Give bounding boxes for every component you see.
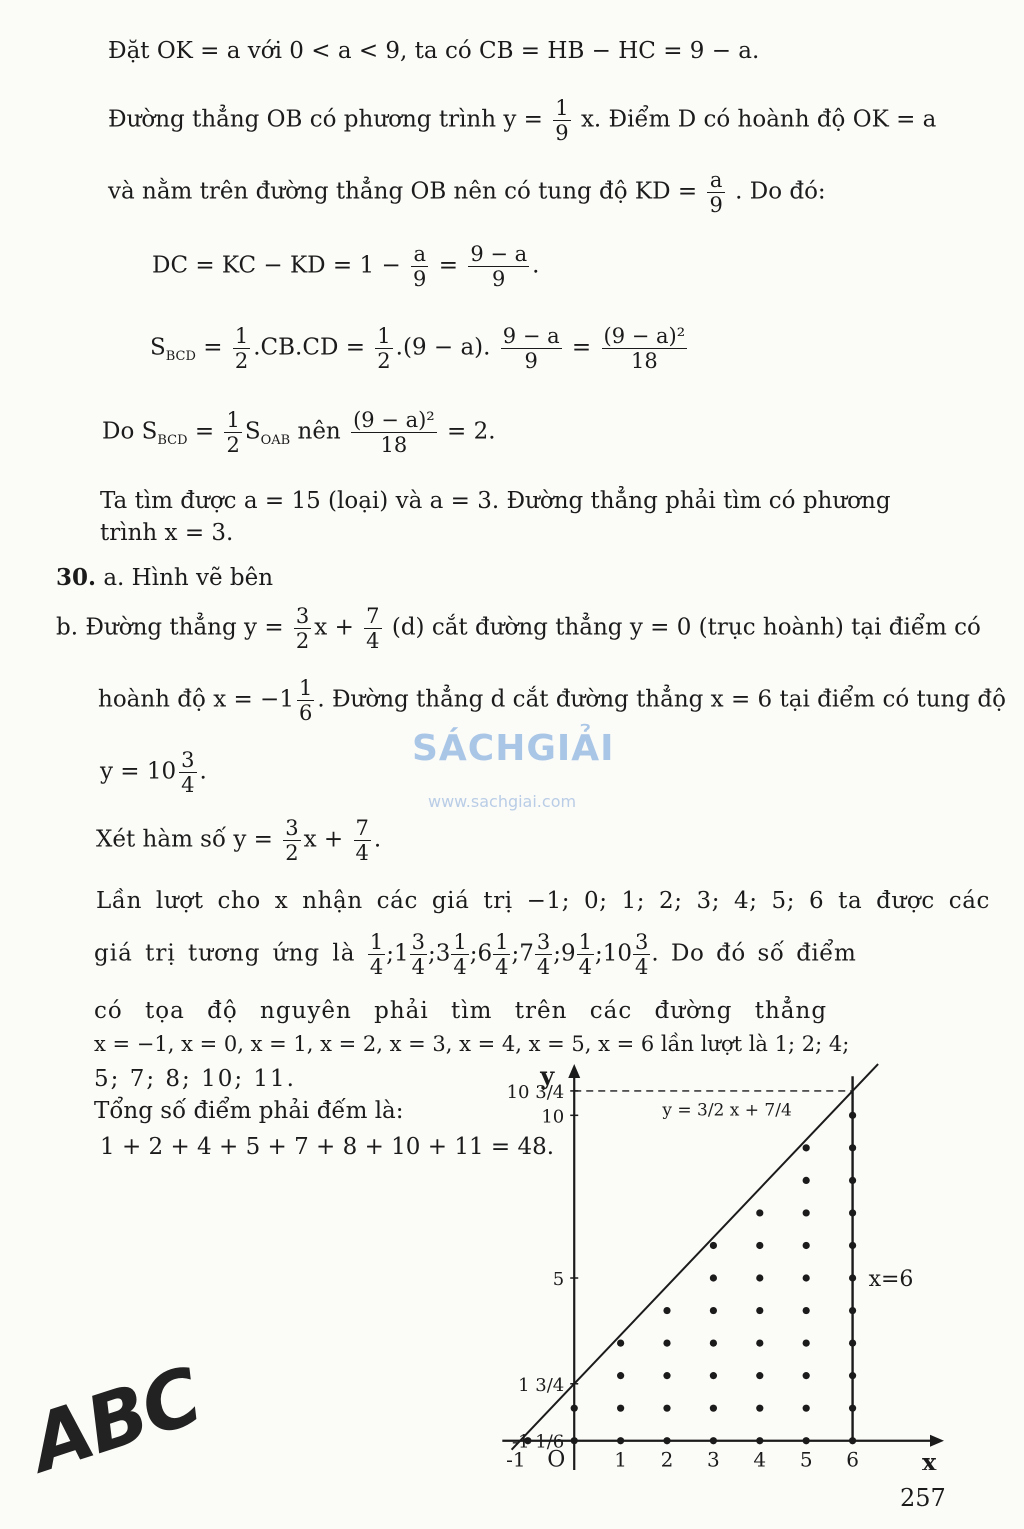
grid-point bbox=[849, 1242, 856, 1249]
fraction-a-ninth: $\frac{a}{9}$ bbox=[709, 168, 723, 218]
line-6-eq: = bbox=[194, 418, 215, 445]
line-4-text-a: DC = KC − KD = 1 − bbox=[152, 252, 401, 279]
line-7: Ta tìm được a = 15 (loại) và a = 3. Đường thẳng phải tìm có phương bbox=[100, 488, 891, 514]
origin-label: O bbox=[547, 1447, 566, 1470]
value-item: 9 $\frac{1}{4}$ bbox=[561, 930, 593, 980]
line-2-text-b: x. Điểm D có hoành độ OK = a bbox=[580, 106, 937, 133]
line-2-text-a: Đường thẳng OB có phương trình y = bbox=[108, 106, 543, 133]
fraction-sq-over-18-2: $\frac{\text{(9 − a)²}}{18}$ bbox=[353, 408, 435, 458]
y-axis-label: y bbox=[540, 1061, 555, 1090]
line-6-sub-1: BCD bbox=[157, 433, 188, 449]
y-tick-label: 10 3/4 bbox=[506, 1081, 565, 1103]
value-item: 7 $\frac{3}{4}$ bbox=[519, 930, 551, 980]
line-5 bbox=[150, 324, 690, 373]
part-b-text-c: (d) cắt đường thẳng y = 0 (trục hoành) tại điểm có bbox=[391, 614, 981, 641]
line-3-text-a: và nằm trên đường thẳng OB nên có tung độ KD = bbox=[108, 178, 698, 205]
grid-point bbox=[756, 1339, 763, 1346]
line-d bbox=[512, 1064, 878, 1450]
grid-point bbox=[710, 1437, 717, 1444]
watermark-brand: SÁCHGIẢI bbox=[412, 728, 615, 769]
value-item: 3 $\frac{1}{4}$ bbox=[435, 930, 467, 980]
grid-point bbox=[849, 1177, 856, 1184]
line-columns: x = −1, x = 0, x = 1, x = 2, x = 3, x = 4, x = 5, x = 6 lần lượt là 1; 2; 4; bbox=[94, 1032, 850, 1056]
fraction-one-ninth: $\frac{1}{9}$ bbox=[555, 96, 569, 146]
grid-point bbox=[756, 1405, 763, 1412]
fraction-9-minus-a-over-9-2: $\frac{9 - a}{9}$ bbox=[502, 324, 560, 374]
y-axis-arrow bbox=[568, 1064, 580, 1078]
part-b-text-g: . bbox=[199, 758, 207, 785]
part-b-text-b: x + bbox=[314, 614, 354, 641]
line-function bbox=[96, 816, 381, 865]
grid-point bbox=[849, 1307, 856, 1314]
grid-point bbox=[803, 1177, 810, 1184]
grid-point bbox=[756, 1242, 763, 1249]
x-axis-label: x bbox=[922, 1447, 937, 1470]
line-5-text-d: .(9 − a). bbox=[395, 334, 491, 361]
value-item: $\frac{1}{4}$ bbox=[369, 930, 384, 980]
part-b-text-a: b. Đường thẳng y = bbox=[56, 614, 284, 641]
part-b-line-2 bbox=[98, 676, 1006, 725]
line-6-text-d: nên bbox=[297, 418, 341, 445]
grid-point bbox=[710, 1405, 717, 1412]
part-b-text-d: hoành độ x = −1 bbox=[98, 686, 294, 713]
grid-point bbox=[756, 1372, 763, 1379]
problem-30-part-a: a. Hình vẽ bên bbox=[103, 565, 274, 591]
grid-point bbox=[803, 1372, 810, 1379]
grid-point bbox=[617, 1372, 624, 1379]
x-axis-arrow bbox=[930, 1435, 944, 1447]
x-tick-label: 2 bbox=[660, 1447, 674, 1470]
part-b-text-f: y = 10 bbox=[100, 758, 177, 785]
function-text-c: . bbox=[373, 826, 382, 853]
line-values-intro: Lần lượt cho x nhận các giá trị −1; 0; 1; 2; 3; 4; 5; 6 ta được các bbox=[96, 888, 991, 914]
grid-point bbox=[849, 1339, 856, 1346]
line-6-text-e: = 2. bbox=[447, 418, 496, 445]
line-6 bbox=[102, 408, 496, 457]
line-5-text-c: .CB.CD = bbox=[253, 334, 365, 361]
grid-point bbox=[710, 1372, 717, 1379]
grid-point bbox=[803, 1437, 810, 1444]
line-d-label: y = 3/2 x + 7/4 bbox=[662, 1100, 792, 1121]
part-b-line-1 bbox=[56, 604, 981, 653]
grid-point bbox=[617, 1405, 624, 1412]
line-3 bbox=[108, 168, 826, 217]
line-6-sub-2: OAB bbox=[260, 433, 291, 449]
grid-point bbox=[710, 1339, 717, 1346]
value-item: 6 $\frac{1}{4}$ bbox=[477, 930, 509, 980]
x-tick-label: 6 bbox=[846, 1447, 859, 1470]
grid-point bbox=[803, 1144, 810, 1151]
watermark-url: www.sachgiai.com bbox=[428, 792, 577, 811]
function-text-a: Xét hàm số y = bbox=[96, 826, 273, 853]
grid-point bbox=[710, 1307, 717, 1314]
x-tick-label: 3 bbox=[707, 1447, 720, 1470]
values-text-a: giá trị tương ứng là bbox=[94, 940, 356, 967]
grid-point bbox=[803, 1339, 810, 1346]
line-5-sub: BCD bbox=[165, 349, 196, 365]
value-item: 10 $\frac{3}{4}$ bbox=[602, 930, 649, 980]
values-text-b: . Do đó số điểm bbox=[651, 940, 857, 967]
grid-point bbox=[710, 1274, 717, 1281]
grid-point bbox=[756, 1209, 763, 1216]
y-tick-label: 10 bbox=[541, 1106, 565, 1128]
line-5-eq: = bbox=[203, 334, 223, 361]
line-5-text-e: = bbox=[571, 334, 592, 361]
fraction-seven-quarters-2: $\frac{7}{4}$ bbox=[355, 816, 369, 866]
line-4: DC = KC − KD = 1 − $\frac{a}{9}$ = $\frac{9 - a}{9}$ . bbox=[152, 242, 540, 292]
grid-point bbox=[849, 1437, 856, 1444]
y-tick-label: 5 bbox=[552, 1269, 565, 1291]
problem-30-number: 30. bbox=[56, 564, 97, 591]
grid-point bbox=[617, 1339, 624, 1346]
grid-point bbox=[803, 1242, 810, 1249]
line-total-sum: 1 + 2 + 4 + 5 + 7 + 8 + 10 + 11 = 48. bbox=[100, 1134, 555, 1160]
vertical-line-label: x=6 bbox=[868, 1267, 914, 1293]
x-tick-label: -1 bbox=[506, 1447, 526, 1470]
grid-point bbox=[849, 1372, 856, 1379]
value-item: 1 $\frac{3}{4}$ bbox=[393, 930, 425, 980]
fraction-half-2: $\frac{1}{2}$ bbox=[377, 324, 391, 374]
x-tick-label: 1 bbox=[614, 1447, 627, 1470]
fraction-half: $\frac{1}{2}$ bbox=[234, 324, 249, 374]
part-b-text-e: . Đường thẳng d cắt đường thẳng x = 6 tại điểm có tung độ bbox=[317, 686, 1006, 713]
grid-point bbox=[710, 1242, 717, 1249]
grid-point bbox=[663, 1405, 670, 1412]
grid-point bbox=[803, 1405, 810, 1412]
fraction-three-quarters: $\frac{3}{4}$ bbox=[181, 748, 195, 798]
problem-30 bbox=[56, 566, 273, 590]
grid-point bbox=[571, 1405, 578, 1412]
grid-point bbox=[849, 1209, 856, 1216]
grid-point bbox=[663, 1437, 670, 1444]
x-tick-label: 5 bbox=[799, 1447, 813, 1470]
x-tick-label: 4 bbox=[753, 1447, 767, 1470]
y-tick-label: 1 3/4 bbox=[518, 1374, 565, 1396]
grid-point bbox=[849, 1405, 856, 1412]
line-6-s: S bbox=[244, 418, 261, 445]
grid-point bbox=[756, 1274, 763, 1281]
values-list: $\frac{1}{4}$ ;1 $\frac{3}{4}$ ;3 $\frac{1}{4}$ ;6 $\frac{1}{4}$ ;7 $\frac{3}{4}$ ;9 $\frac{1}{4}$ ;10 $\frac{3}{4}$ bbox=[367, 941, 652, 967]
grid-point bbox=[803, 1274, 810, 1281]
fraction-seven-quarters: $\frac{7}{4}$ bbox=[366, 604, 380, 654]
grid-point bbox=[663, 1307, 670, 1314]
graph-chart bbox=[500, 1060, 950, 1470]
grid-point bbox=[803, 1307, 810, 1314]
line-6-text-a: Do S bbox=[102, 418, 158, 445]
function-text-b: x + bbox=[303, 826, 344, 853]
abc-logo: ABC bbox=[20, 1351, 211, 1490]
fraction-three-halves-2: $\frac{3}{2}$ bbox=[285, 816, 299, 866]
line-2 bbox=[108, 96, 936, 145]
page-number: 257 bbox=[900, 1484, 946, 1512]
fraction-half-3: $\frac{1}{2}$ bbox=[226, 408, 240, 458]
part-b-line-3 bbox=[100, 748, 207, 797]
line-total-label: Tổng số điểm phải đếm là: bbox=[94, 1098, 404, 1124]
grid-point bbox=[571, 1437, 578, 1444]
fraction-9-minus-a-over-9: $\frac{9 - a}{9}$ bbox=[470, 242, 528, 292]
grid-point bbox=[756, 1307, 763, 1314]
line-3-text-b: . Do đó: bbox=[735, 178, 826, 205]
fraction-sq-over-18: $\frac{\text{(9 − a)²}}{18}$ bbox=[603, 324, 686, 374]
grid-point bbox=[849, 1274, 856, 1281]
grid-point bbox=[803, 1209, 810, 1216]
fraction-three-halves: $\frac{3}{2}$ bbox=[295, 604, 310, 654]
line-values bbox=[94, 930, 856, 979]
line-5-s: S bbox=[150, 334, 166, 361]
line-8: trình x = 3. bbox=[100, 520, 234, 546]
y-tick-label: -1 1/6 bbox=[511, 1431, 565, 1453]
grid-point bbox=[756, 1437, 763, 1444]
line-1: Đặt OK = a với 0 < a < 9, ta có CB = HB − HC = 9 − a. bbox=[108, 38, 760, 64]
fraction-a-ninth-2: $\frac{a}{9}$ bbox=[413, 242, 427, 292]
grid-point bbox=[663, 1339, 670, 1346]
grid-point bbox=[617, 1437, 624, 1444]
line-counts: 5; 7; 8; 10; 11. bbox=[94, 1066, 296, 1092]
line-4-text-b: = bbox=[438, 252, 459, 279]
grid-point bbox=[663, 1372, 670, 1379]
fraction-one-sixth: $\frac{1}{6}$ bbox=[298, 676, 313, 726]
grid-point bbox=[849, 1144, 856, 1151]
line-integer-points: có tọa độ nguyên phải tìm trên các đường thẳng bbox=[94, 998, 828, 1024]
grid-point bbox=[849, 1112, 856, 1119]
